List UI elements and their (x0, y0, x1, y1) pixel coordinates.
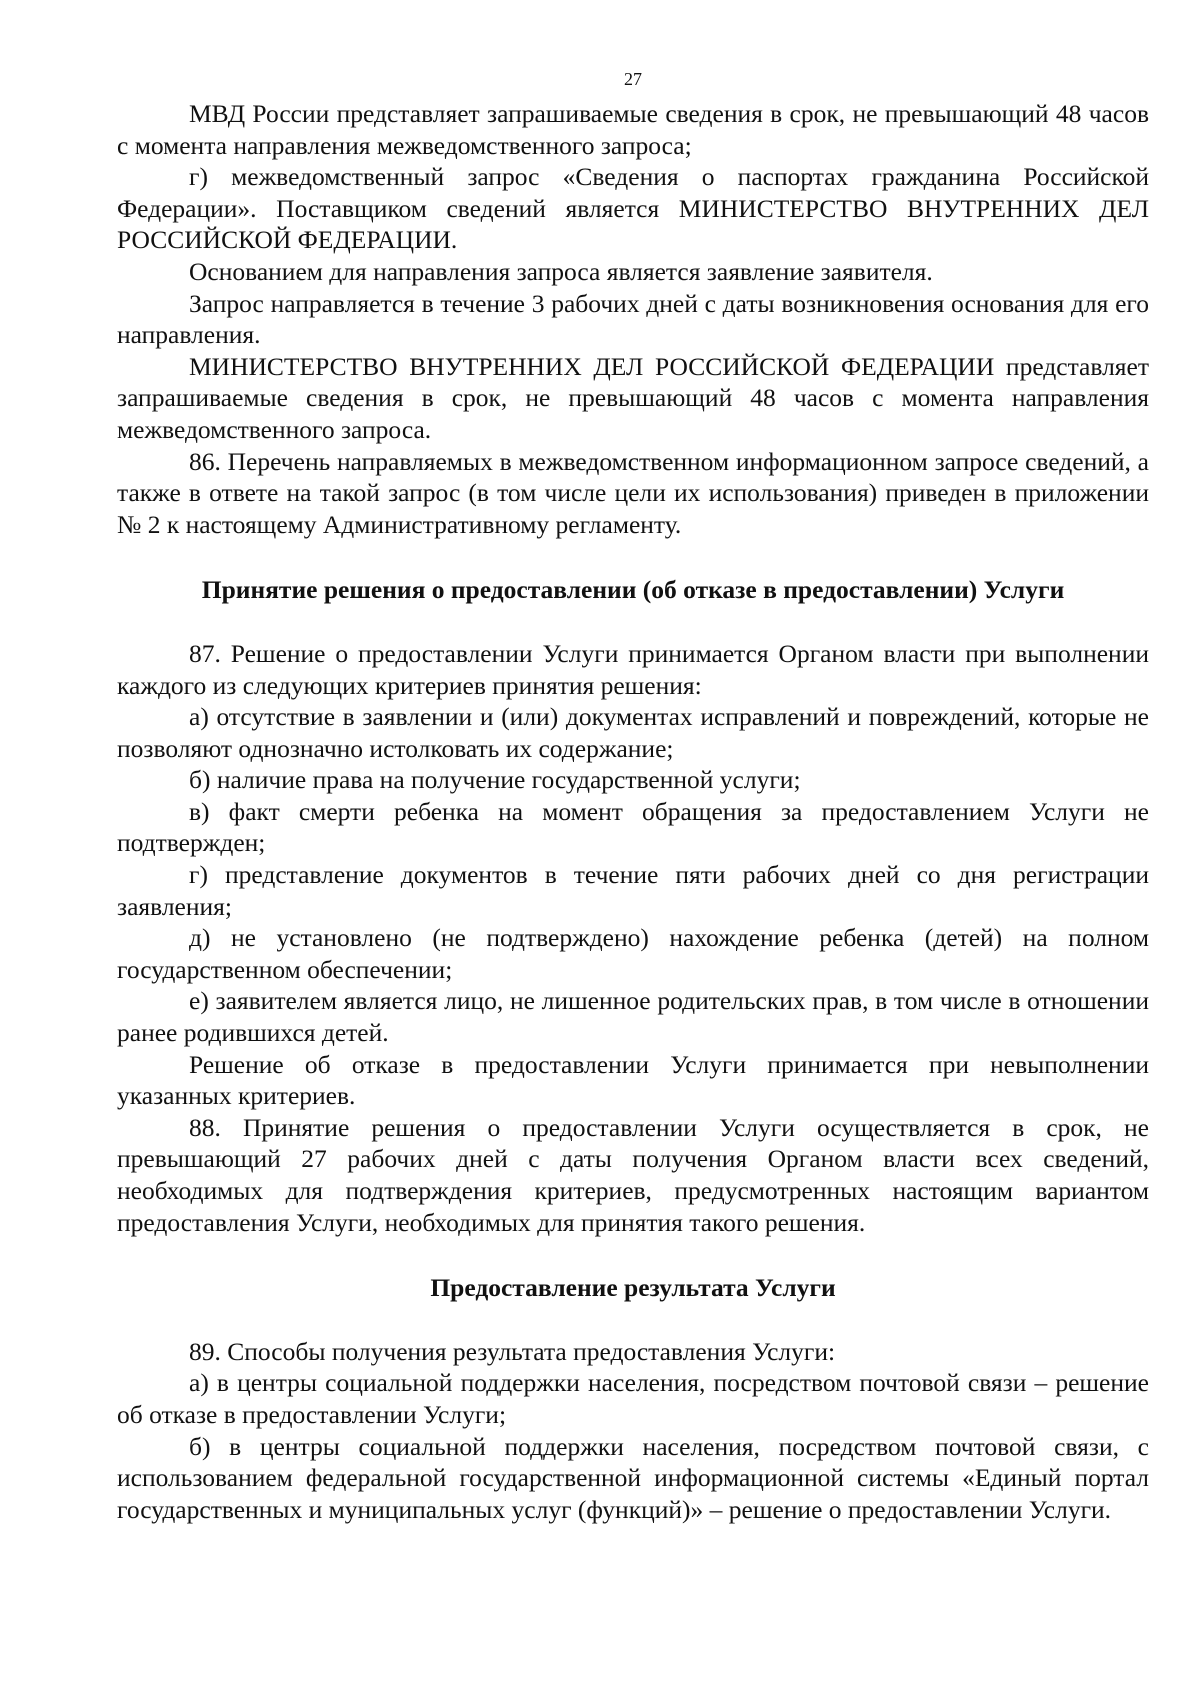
paragraph: б) наличие права на получение государственной услуги; (189, 765, 801, 795)
paragraph: 88. Принятие решения о предоставлении Услуги осуществляется в срок, не превышающий 27 рабочих дней с даты получения Органом власти всех сведений, необходимых для подтверждения критериев, предусмотренных настоящим вариантом предоставления Услуги, необходимых для принятия такого решения. (117, 1112, 1149, 1237)
paragraph: г) межведомственный запрос «Сведения о паспортах гражданина Российской Федерации». Поставщиком сведений является МИНИСТЕРСТВО ВНУТРЕННИХ ДЕЛ РОССИЙСКОЙ ФЕДЕРАЦИИ. (117, 162, 1149, 255)
paragraph: МИНИСТЕРСТВО ВНУТРЕННИХ ДЕЛ РОССИЙСКОЙ ФЕДЕРАЦИИ представляет запрашиваемые сведения в срок, не превышающий 48 часов с момента направления межведомственного запроса. (117, 351, 1149, 444)
paragraph: 89. Способы получения результата предоставления Услуги: (189, 1336, 836, 1366)
document-page (117, 68, 1149, 1525)
paragraph: б) в центры социальной поддержки населения, посредством почтовой связи, с использованием федеральной государственной информационной системы «Единый портал государственных и муниципальных услуг (функций)» – решение о предоставлении Услуги. (117, 1431, 1149, 1524)
section-heading-decision: Принятие решения о предоставлении (об отказе в предоставлении) Услуги (201, 575, 1065, 605)
paragraph: а) отсутствие в заявлении и (или) документах исправлений и повреждений, которые не позволяют однозначно истолковать их содержание; (117, 702, 1149, 763)
spacer (117, 540, 1149, 574)
paragraph: е) заявителем является лицо, не лишенное родительских прав, в том числе в отношении ранее родившихся детей. (117, 986, 1149, 1048)
section-heading-result: Предоставление результата Услуги (430, 1273, 836, 1303)
paragraph: в) факт смерти ребенка на момент обращения за предоставлением Услуги не подтвержден; (117, 796, 1149, 858)
spacer (117, 1304, 1149, 1336)
page-number: 27 (624, 69, 642, 89)
spacer (117, 1238, 1149, 1272)
paragraph: Решение об отказе в предоставлении Услуги принимается при невыполнении указанных критериев. (117, 1049, 1149, 1111)
paragraph: а) в центры социальной поддержки населения, посредством почтовой связи – решение об отказе в предоставлении Услуги; (117, 1368, 1149, 1429)
paragraph: МВД России представляет запрашиваемые сведения в срок, не превышающий 48 часов с момента направления межведомственного запроса; (117, 99, 1149, 160)
paragraph: 86. Перечень направляемых в межведомственном информационном запросе сведений, а также в ответе на такой запрос (в том числе цели их использования) приведен в приложении № 2 к настоящему Административному регламенту. (117, 446, 1149, 539)
paragraph: г) представление документов в течение пяти рабочих дней со дня регистрации заявления; (117, 860, 1149, 921)
paragraph: Основанием для направления запроса является заявление заявителя. (189, 256, 933, 286)
spacer (117, 606, 1149, 638)
paragraph: д) не установлено (не подтверждено) нахождение ребенка (детей) на полном государственном обеспечении; (117, 923, 1149, 984)
paragraph: Запрос направляется в течение 3 рабочих дней с даты возникновения основания для его направления. (117, 288, 1149, 350)
paragraph: 87. Решение о предоставлении Услуги принимается Органом власти при выполнении каждого из следующих критериев принятия решения: (117, 638, 1149, 700)
